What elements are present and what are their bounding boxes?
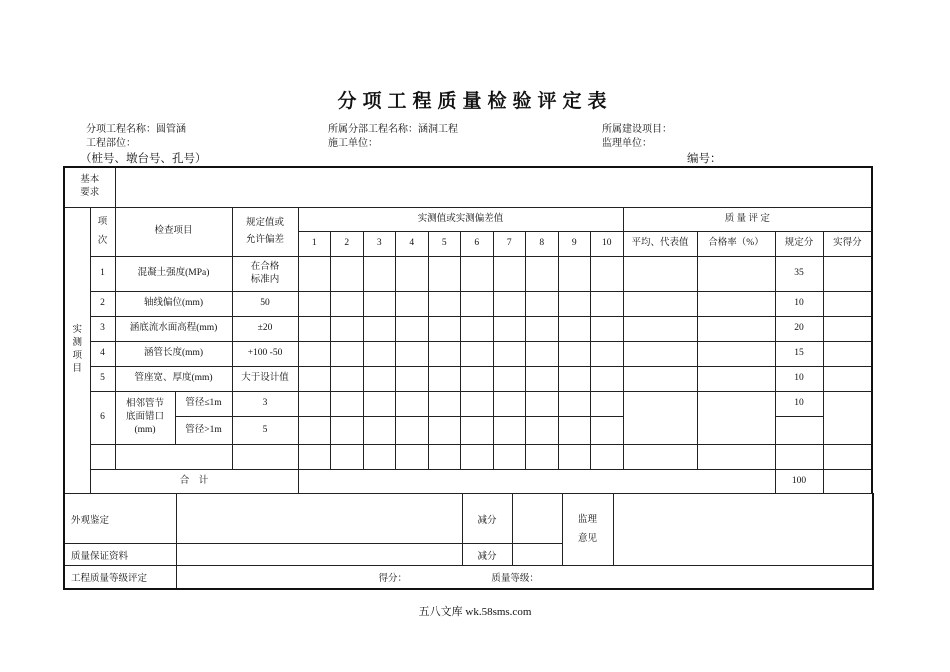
col-header-actual: 实得分: [823, 231, 872, 256]
col-header-item: 检查项目: [115, 207, 232, 256]
pile-number-label: （桩号、墩台号、孔号）: [80, 153, 207, 165]
appearance-field[interactable]: [176, 494, 462, 544]
table-row: 6 相邻管节 底面错口 (mm) 管径≤1m 3 10: [64, 391, 872, 416]
measure-col-2: 2: [331, 231, 364, 256]
basic-requirements-label: 基本 要求: [64, 167, 115, 207]
measure-col-4: 4: [396, 231, 429, 256]
measure-col-8: 8: [526, 231, 559, 256]
quality-docs-field[interactable]: [176, 544, 462, 566]
grade-evaluation-field[interactable]: [176, 566, 873, 589]
serial-number-label: 编号：: [687, 153, 722, 165]
construction-project-label: 所属建设项目：: [602, 124, 672, 135]
evaluation-table: [63, 493, 874, 590]
col-header-spec: 规定值或 允许偏差: [232, 207, 298, 256]
measure-col-6: 6: [461, 231, 494, 256]
total-label: 合 计: [90, 469, 298, 493]
location-label: 工程部位：: [86, 138, 136, 149]
measure-col-3: 3: [363, 231, 396, 256]
appearance-deduction-field[interactable]: [512, 494, 562, 544]
deduction-label: 减分: [462, 494, 512, 544]
inspection-table: [63, 166, 873, 494]
total-row: [64, 469, 872, 493]
deduction-label-2: 减分: [462, 544, 512, 566]
table-row: 管径>1m 5: [64, 416, 872, 444]
contractor-label: 施工单位：: [328, 138, 378, 149]
table-row: 1 混凝土强度(MPa) 在合格 标准内 35: [64, 256, 872, 291]
measure-col-10: 10: [591, 231, 624, 256]
measure-col-5: 5: [428, 231, 461, 256]
grade-evaluation-label: 工程质量等级评定: [64, 566, 176, 589]
col-header-pass-rate: 合格率（%）: [697, 231, 775, 256]
table-row: 3 涵底流水面高程(mm) ±20 20: [64, 316, 872, 341]
measure-col-7: 7: [493, 231, 526, 256]
col-header-measured: 实测值或实测偏差值: [298, 207, 623, 231]
table-row: 5 管座宽、厚度(mm) 大于设计值 10: [64, 366, 872, 391]
page-title: 分项工程质量检验评定表: [337, 90, 613, 112]
table-row: [64, 444, 872, 469]
table-row: 2 轴线偏位(mm) 50 10: [64, 291, 872, 316]
measured-items-label: 实 测 项 目: [64, 207, 90, 493]
supervision-opinion-label: 监理 意见: [562, 494, 613, 566]
col-header-score: 规定分: [775, 231, 823, 256]
measure-col-1: 1: [298, 231, 331, 256]
col-header-no: 项 次: [90, 207, 115, 256]
col-header-average: 平均、代表值: [623, 231, 697, 256]
basic-requirements-field[interactable]: [115, 167, 872, 207]
total-score: 100: [775, 469, 823, 493]
measure-col-9: 9: [558, 231, 591, 256]
quality-docs-deduction-field[interactable]: [512, 544, 562, 566]
grade-label: 质量等级：: [491, 573, 539, 584]
table-row: 4 涵管长度(mm) +100 -50 15: [64, 341, 872, 366]
footer-watermark: 五八文库 wk.58sms.com: [418, 606, 532, 618]
appearance-label: 外观鉴定: [64, 494, 176, 544]
quality-docs-label: 质量保证资料: [64, 544, 176, 566]
supervisor-label: 监理单位：: [602, 138, 652, 149]
parent-project-label: 所属分部工程名称：涵洞工程: [328, 124, 458, 135]
item-name-label: 分项工程名称：圆管涵: [86, 124, 186, 135]
col-header-quality: 质 量 评 定: [623, 207, 872, 231]
supervision-opinion-field[interactable]: [613, 494, 873, 566]
score-label: 得分：: [378, 573, 408, 584]
